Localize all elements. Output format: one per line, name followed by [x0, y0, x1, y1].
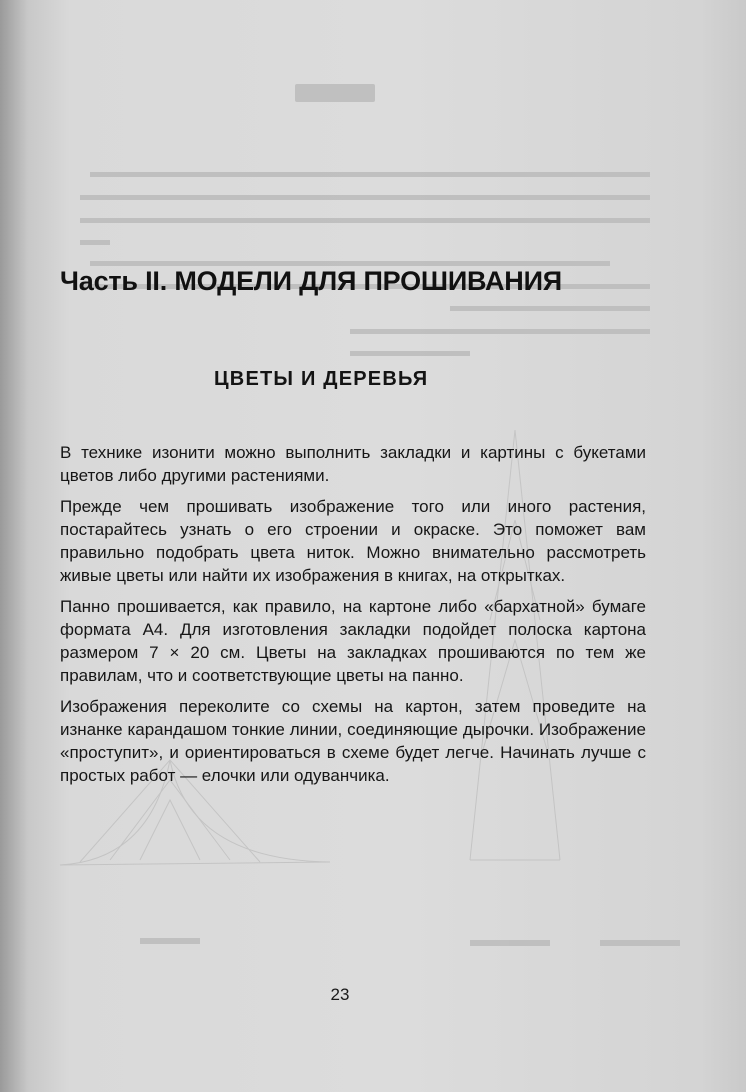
paragraph: Прежде чем прошивать изображение того или иного растения, постарайтесь узнать о его строении и окраске. Это поможет вам правильно подобрать цвета ниток. Можно внимательно рассмотреть живые цветы или найти их изображения в книгах, на открытках.: [60, 497, 646, 585]
paragraph: В технике изонити можно выполнить закладки и картины с букетами цветов либо другими растениями.: [60, 443, 646, 485]
section-title: ЦВЕТЫ И ДЕРЕВЬЯ: [214, 368, 429, 390]
part-title: Часть II. МОДЕЛИ ДЛЯ ПРОШИВАНИЯ: [60, 266, 563, 296]
body-text: [60, 441, 646, 795]
page-number: 23: [330, 985, 350, 1004]
paragraph: Панно прошивается, как правило, на картоне либо «бархатной» бумаге формата А4. Для изготовления закладки подойдет полоска картона размером 7 × 20 см. Цветы на закладках прошиваются по тем же правилам, что и соответствующие цветы на панно.: [60, 597, 646, 685]
paragraph: Изображения переколите со схемы на картон, затем проведите на изнанке карандашом тонкие линии, соединяющие дырочки. Изображение «проступит», и ориентироваться в схеме будет легче. Начинать лучше с простых работ — елочки или одуванчика.: [60, 697, 646, 785]
